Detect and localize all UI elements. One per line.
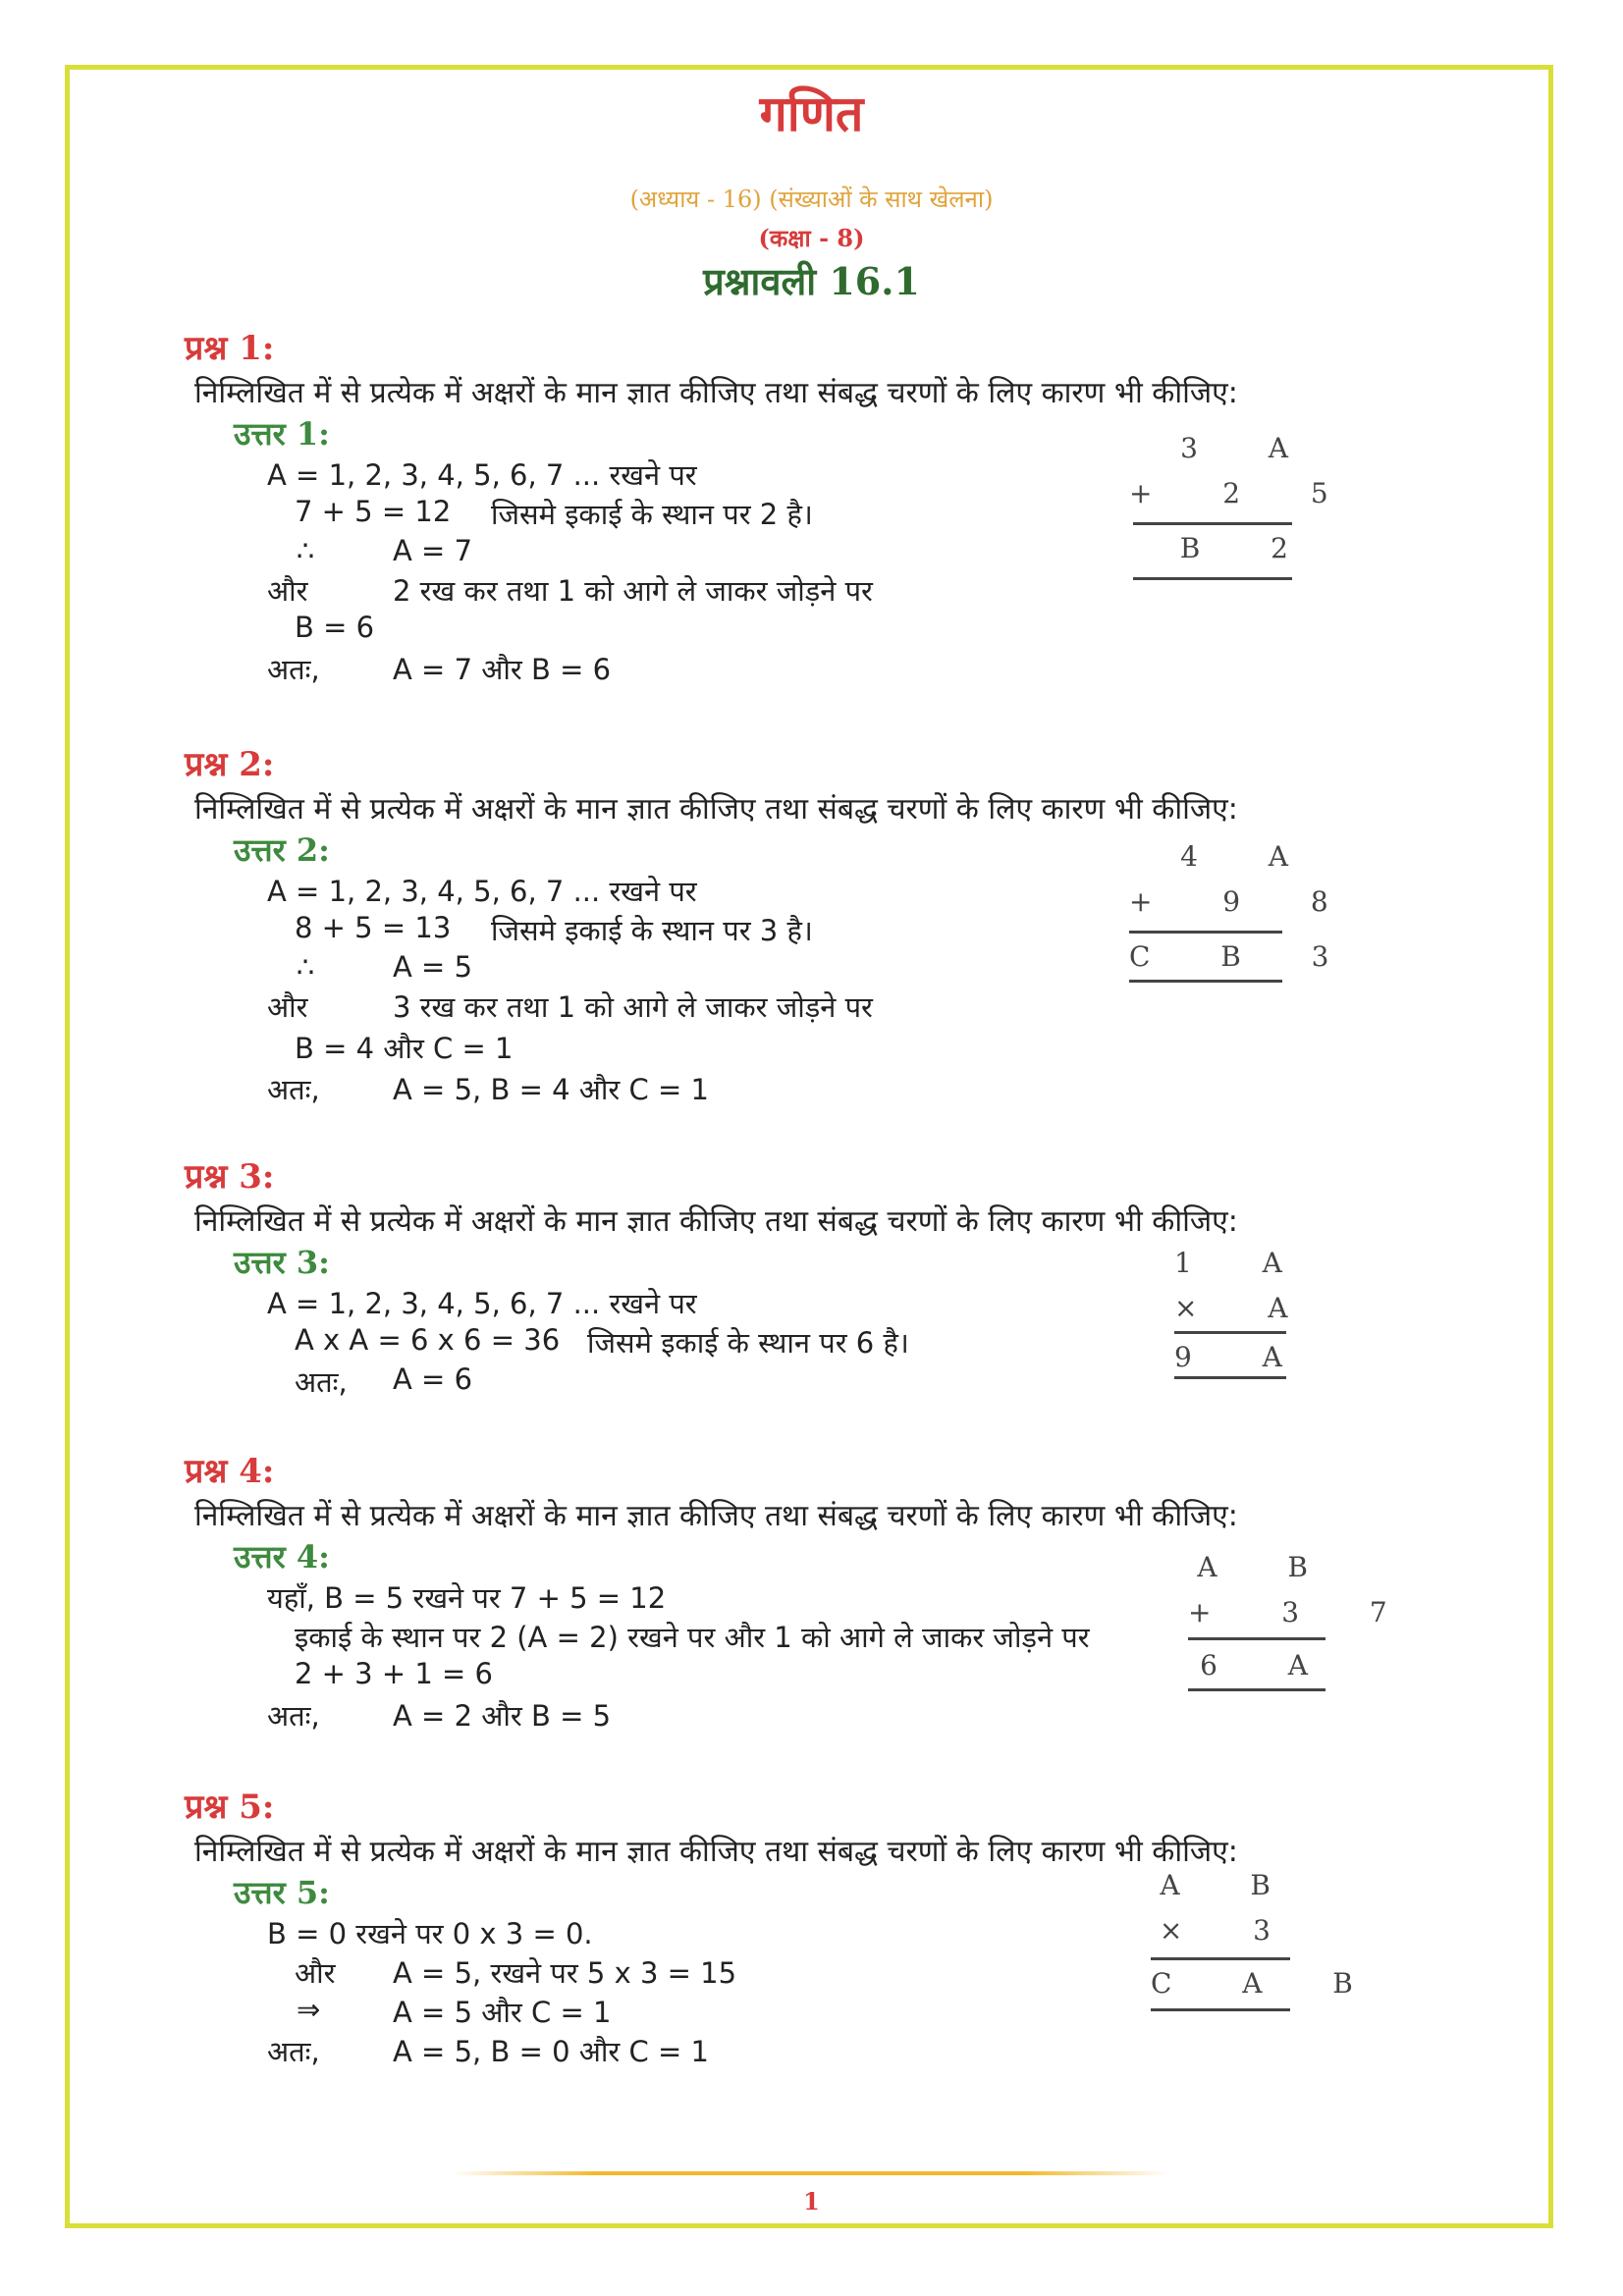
answer-1-line: B = 6 — [295, 611, 375, 644]
puzzle-rule — [1174, 1376, 1286, 1379]
puzzle-rule — [1188, 1637, 1325, 1640]
exercise-heading: प्रश्नावली 16.1 — [703, 259, 920, 303]
answer-2-line: A = 1, 2, 3, 4, 5, 6, 7 ... रखने पर — [267, 875, 697, 908]
puzzle-row: C B 3 — [1129, 940, 1347, 973]
question-1-text: निम्लिखित में से प्रत्येक में अक्षरों के मान ज्ञात कीजिए तथा संबद्ध चरणों के लिए कारण भी कीजिए: — [194, 376, 1238, 410]
puzzle-rule — [1133, 522, 1292, 525]
answer-1-line: A = 7 — [393, 534, 473, 567]
page-title: गणित — [759, 85, 864, 142]
answer-5-line: अतः, — [267, 2035, 320, 2068]
question-2-label: प्रश्न 2: — [185, 745, 275, 784]
puzzle-row: 9 A — [1174, 1341, 1300, 1373]
answer-4-line: 2 + 3 + 1 = 6 — [295, 1657, 494, 1690]
answer-4-line: इकाई के स्थान पर 2 (A = 2) रखने पर और 1 को आगे ले जाकर जोड़ने पर — [295, 1621, 1090, 1654]
question-5-label: प्रश्न 5: — [185, 1788, 275, 1827]
answer-5-label: उत्तर 5: — [234, 1874, 330, 1911]
puzzle-row: C A B — [1151, 1967, 1371, 2000]
answer-4-label: उत्तर 4: — [234, 1538, 330, 1575]
answer-2-line: 8 + 5 = 13 — [295, 911, 452, 944]
puzzle-rule — [1151, 1957, 1290, 1960]
answer-5-line: B = 0 रखने पर 0 x 3 = 0. — [267, 1917, 593, 1950]
answer-1-line: अतः, — [267, 653, 320, 686]
puzzle-row: + 9 8 — [1129, 885, 1346, 918]
chapter-subtitle: (अध्याय - 16) (संख्याओं के साथ खेलना) — [629, 186, 994, 213]
puzzle-row: 6 A — [1200, 1649, 1325, 1682]
answer-3-line: जिसमे इकाई के स्थान पर 6 है। — [587, 1326, 909, 1360]
answer-2-label: उत्तर 2: — [234, 831, 330, 869]
puzzle-rule — [1151, 2008, 1290, 2011]
answer-2-line: अतः, — [267, 1073, 320, 1106]
puzzle-row: × 3 — [1159, 1914, 1288, 1947]
question-4-label: प्रश्न 4: — [185, 1452, 275, 1491]
puzzle-rule — [1129, 980, 1282, 983]
answer-5-line: A = 5, B = 0 और C = 1 — [393, 2035, 709, 2068]
question-3-text: निम्लिखित में से प्रत्येक में अक्षरों के मान ज्ञात कीजिए तथा संबद्ध चरणों के लिए कारण भी कीजिए: — [194, 1204, 1238, 1239]
answer-3-line: A x A = 6 x 6 = 36 — [295, 1323, 561, 1357]
therefore-symbol: ∴ — [297, 534, 315, 567]
answer-5-line: A = 5, रखने पर 5 x 3 = 15 — [393, 1956, 737, 1990]
question-4-text: निम्लिखित में से प्रत्येक में अक्षरों के मान ज्ञात कीजिए तथा संबद्ध चरणों के लिए कारण भी कीजिए: — [194, 1499, 1238, 1533]
therefore-symbol: ∴ — [297, 950, 315, 984]
question-3-label: प्रश्न 3: — [185, 1157, 275, 1197]
puzzle-row: + 2 5 — [1129, 477, 1346, 509]
puzzle-rule — [1188, 1688, 1325, 1691]
answer-3-line: अतः, — [295, 1365, 348, 1399]
puzzle-row: 4 A — [1180, 840, 1306, 873]
class-label: (कक्षा - 8) — [758, 224, 865, 252]
answer-2-line: जिसमे इकाई के स्थान पर 3 है। — [491, 914, 813, 947]
question-2-text: निम्लिखित में से प्रत्येक में अक्षरों के मान ज्ञात कीजिए तथा संबद्ध चरणों के लिए कारण भी कीजिए: — [194, 792, 1238, 827]
puzzle-row: B 2 — [1179, 532, 1306, 564]
answer-1-line: A = 7 और B = 6 — [393, 653, 612, 686]
answer-1-line: 7 + 5 = 12 — [295, 495, 452, 528]
answer-2-line: 3 रख कर तथा 1 को आगे ले जाकर जोड़ने पर — [393, 990, 873, 1024]
answer-3-label: उत्तर 3: — [234, 1244, 330, 1281]
puzzle-row: + 3 7 — [1188, 1596, 1405, 1629]
answer-2-line: B = 4 और C = 1 — [295, 1032, 514, 1065]
puzzle-row: 1 A — [1174, 1247, 1300, 1279]
answer-2-line: और — [267, 990, 308, 1024]
answer-4-line: A = 2 और B = 5 — [393, 1699, 612, 1733]
puzzle-rule — [1133, 577, 1292, 580]
answer-4-line: अतः, — [267, 1699, 320, 1733]
question-1-label: प्रश्न 1: — [185, 329, 275, 368]
answer-1-line: A = 1, 2, 3, 4, 5, 6, 7 ... रखने पर — [267, 458, 697, 492]
page-number: 1 — [803, 2187, 820, 2216]
puzzle-row: A B — [1197, 1551, 1325, 1583]
footer-divider — [452, 2171, 1168, 2175]
answer-1-label: उत्तर 1: — [234, 415, 330, 453]
answer-4-line: यहाँ, B = 5 रखने पर 7 + 5 = 12 — [267, 1581, 667, 1615]
answer-1-line: जिसमे इकाई के स्थान पर 2 है। — [491, 498, 813, 531]
answer-3-line: A = 6 — [393, 1362, 473, 1396]
implies-symbol: ⇒ — [297, 1993, 321, 2026]
puzzle-row: 3 A — [1180, 432, 1306, 464]
puzzle-rule — [1174, 1331, 1286, 1334]
question-5-text: निम्लिखित में से प्रत्येक में अक्षरों के मान ज्ञात कीजिए तथा संबद्ध चरणों के लिए कारण भी कीजिए: — [194, 1835, 1238, 1869]
answer-3-line: A = 1, 2, 3, 4, 5, 6, 7 ... रखने पर — [267, 1287, 697, 1320]
answer-1-line: 2 रख कर तथा 1 को आगे ले जाकर जोड़ने पर — [393, 574, 873, 608]
answer-2-line: A = 5, B = 4 और C = 1 — [393, 1073, 709, 1106]
puzzle-row: A B — [1160, 1869, 1288, 1901]
puzzle-row: × A — [1174, 1292, 1306, 1324]
answer-5-line: A = 5 और C = 1 — [393, 1996, 612, 2029]
answer-5-line: और — [295, 1956, 336, 1990]
answer-1-line: और — [267, 574, 308, 608]
answer-2-line: A = 5 — [393, 950, 473, 984]
puzzle-rule — [1129, 931, 1282, 934]
